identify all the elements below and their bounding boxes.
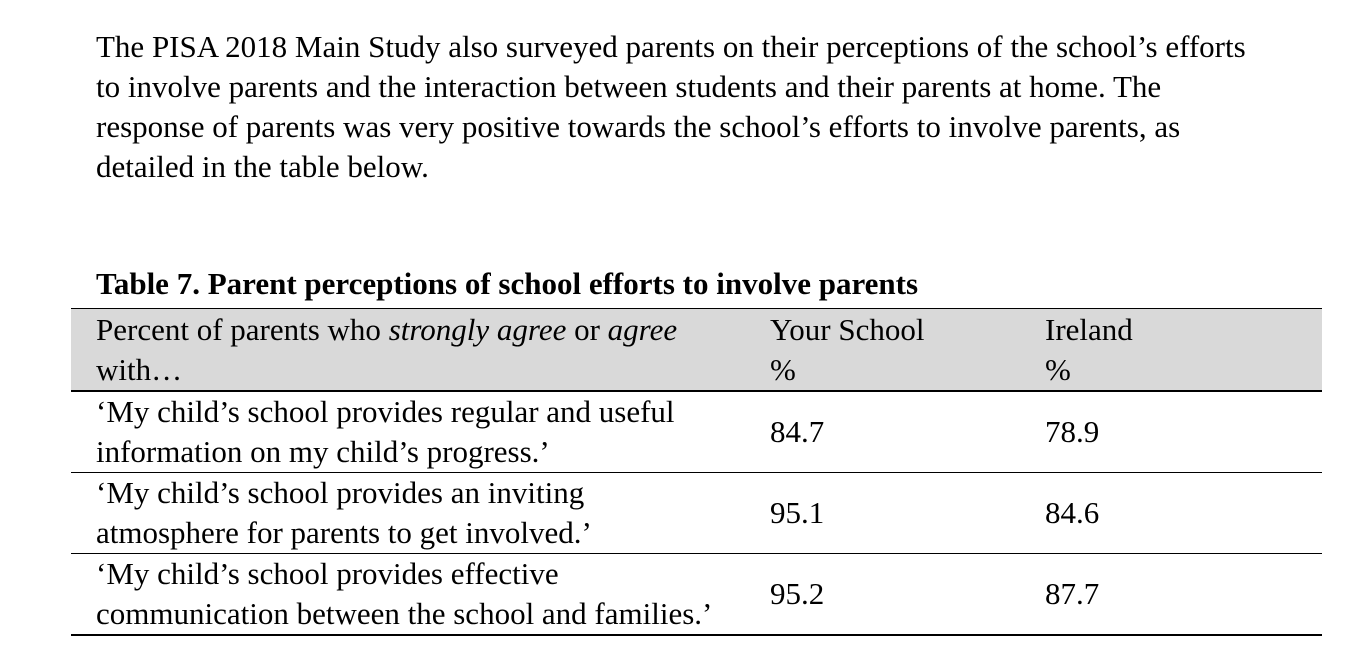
- statement-line: communication between the school and families.’: [96, 596, 713, 631]
- statement-line: ‘My child’s school provides regular and useful: [96, 394, 675, 429]
- header-your-school-label: Your School: [770, 311, 925, 347]
- statement-cell: [71, 473, 745, 554]
- table-header-row: [71, 309, 1322, 392]
- header-ireland-percent: %: [1045, 351, 1071, 387]
- header-statement-cell: [71, 309, 745, 392]
- your-school-value: 84.7: [770, 414, 825, 449]
- your-school-value: 95.2: [770, 576, 825, 611]
- statement-line: information on my child’s progress.’: [96, 434, 550, 469]
- header-statement-line1: Percent of parents who strongly agree or agree: [96, 311, 678, 347]
- intro-paragraph: [96, 27, 1336, 187]
- table-title: Table 7. Parent perceptions of school efforts to involve parents: [96, 266, 919, 301]
- header-statement-line2: with…: [96, 351, 183, 387]
- statement-line: ‘My child’s school provides effective: [96, 556, 559, 591]
- header-your-school-percent: %: [770, 351, 796, 387]
- statement-cell: [71, 391, 745, 473]
- statement-line: ‘My child’s school provides an inviting: [96, 475, 585, 510]
- italic-agree: agree: [607, 311, 678, 347]
- italic-strongly-agree: strongly agree: [388, 311, 567, 347]
- ireland-value: 84.6: [1045, 495, 1100, 530]
- paragraph-line: to involve parents and the interaction between students and their parents at home. The: [96, 69, 1162, 104]
- ireland-value: 87.7: [1045, 576, 1100, 611]
- your-school-value: 95.1: [770, 495, 825, 530]
- paragraph-line: The PISA 2018 Main Study also surveyed parents on their perceptions of the school’s efforts: [96, 29, 1246, 64]
- table-row: [71, 473, 1322, 554]
- header-your-school-cell: [745, 309, 1020, 392]
- statement-cell: [71, 554, 745, 636]
- header-ireland-label: Ireland: [1045, 311, 1133, 347]
- table-row: [71, 554, 1322, 636]
- paragraph-line: response of parents was very positive towards the school’s efforts to involve parents, as: [96, 109, 1181, 144]
- table-row: [71, 391, 1322, 473]
- parent-perceptions-table: [71, 308, 1322, 636]
- statement-line: atmosphere for parents to get involved.’: [96, 515, 592, 550]
- header-ireland-cell: [1020, 309, 1322, 392]
- ireland-value: 78.9: [1045, 414, 1100, 449]
- paragraph-line: detailed in the table below.: [96, 149, 429, 184]
